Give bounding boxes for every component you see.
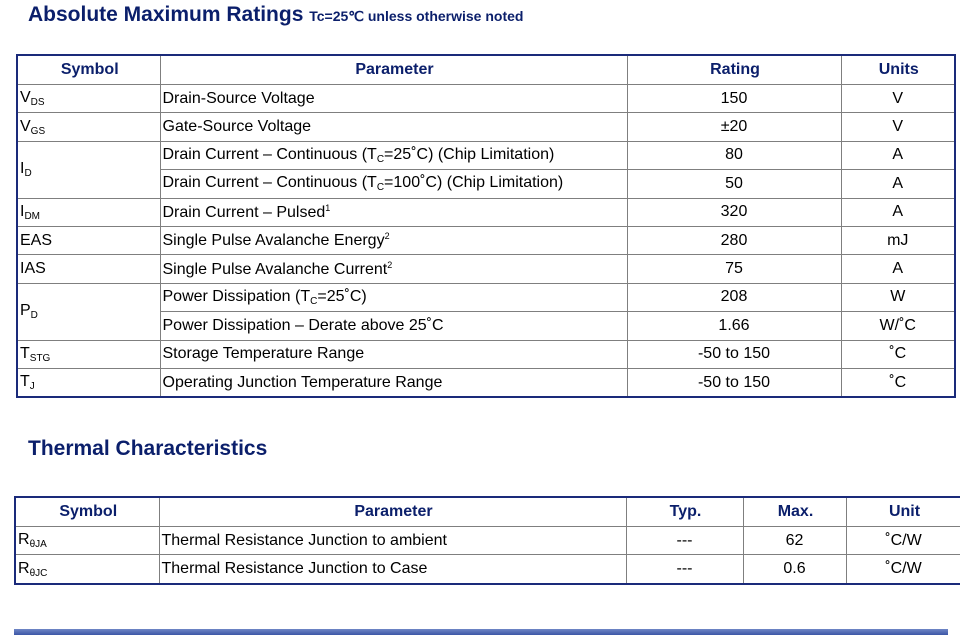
unit-cell: A — [841, 255, 955, 283]
symbol-cell: $V_{GS}$ — [17, 113, 160, 141]
rating-cell: ±20 — [627, 113, 841, 141]
thermal-characteristics-table — [14, 496, 960, 585]
col-header-parameter: Parameter — [159, 497, 626, 527]
symbol-cell: IAS — [17, 255, 160, 283]
rating-cell: 1.66 — [627, 312, 841, 340]
max-cell: 62 — [743, 527, 846, 555]
table-header-row — [17, 55, 955, 85]
abs-max-ratings-title — [28, 3, 523, 27]
parameter-cell: Storage Temperature Range — [160, 340, 627, 368]
col-header-typ: Typ. — [626, 497, 743, 527]
unit-cell: mJ — [841, 226, 955, 254]
symbol-cell: $I_{DM}$ — [17, 198, 160, 226]
symbol-cell: $P_D$ — [17, 283, 160, 340]
table-row — [15, 527, 960, 555]
table-row — [17, 368, 955, 397]
parameter-cell: Single Pulse Avalanche Energy$^2$ — [160, 226, 627, 254]
unit-cell: ˚C/W — [846, 555, 960, 584]
rating-cell: 208 — [627, 283, 841, 311]
col-header-parameter: Parameter — [160, 55, 627, 85]
unit-cell: ˚C/W — [846, 527, 960, 555]
parameter-cell: Power Dissipation – Derate above 25˚C — [160, 312, 627, 340]
symbol-cell: $V_{DS}$ — [17, 85, 160, 113]
unit-cell: V — [841, 113, 955, 141]
unit-cell: ˚C — [841, 368, 955, 397]
table-row — [15, 555, 960, 584]
parameter-cell: Drain Current – Continuous $(T_C=25˚C)$ (Chip Limitation) — [160, 141, 627, 169]
table-row — [17, 85, 955, 113]
parameter-cell: Drain-Source Voltage — [160, 85, 627, 113]
parameter-cell: Drain Current – Pulsed$^1$ — [160, 198, 627, 226]
rating-cell: -50 to 150 — [627, 340, 841, 368]
table-row — [17, 198, 955, 226]
abs-max-ratings-heading: Absolute Maximum Ratings — [28, 3, 304, 26]
rating-cell: 50 — [627, 170, 841, 198]
parameter-cell: Drain Current – Continuous $(T_C=100˚C)$ (Chip Limitation) — [160, 170, 627, 198]
table-row — [17, 113, 955, 141]
parameter-cell: Single Pulse Avalanche Current$^2$ — [160, 255, 627, 283]
col-header-rating: Rating — [627, 55, 841, 85]
unit-cell: W/˚C — [841, 312, 955, 340]
rating-cell: 80 — [627, 141, 841, 169]
col-header-symbol: Symbol — [17, 55, 160, 85]
col-header-symbol: Symbol — [15, 497, 159, 527]
symbol-cell: $T_J$ — [17, 368, 160, 397]
symbol-cell: $I_D$ — [17, 141, 160, 198]
symbol-cell: $R_{\theta JA}$ — [15, 527, 159, 555]
table-row — [17, 226, 955, 254]
col-header-unit: Unit — [846, 497, 960, 527]
unit-cell: ˚C — [841, 340, 955, 368]
abs-max-ratings-note: Tc=25℃ unless otherwise noted — [309, 8, 524, 24]
rating-cell: 320 — [627, 198, 841, 226]
unit-cell: A — [841, 170, 955, 198]
parameter-cell: Power Dissipation $(T_C=25˚C)$ — [160, 283, 627, 311]
max-cell: 0.6 — [743, 555, 846, 584]
table-row — [17, 141, 955, 169]
unit-cell: A — [841, 141, 955, 169]
rating-cell: 280 — [627, 226, 841, 254]
typ-cell: --- — [626, 555, 743, 584]
symbol-cell: EAS — [17, 226, 160, 254]
unit-cell: W — [841, 283, 955, 311]
col-header-max: Max. — [743, 497, 846, 527]
parameter-cell: Thermal Resistance Junction to Case — [159, 555, 626, 584]
table-row — [17, 283, 955, 311]
col-header-units: Units — [841, 55, 955, 85]
table-row — [17, 340, 955, 368]
rating-cell: 75 — [627, 255, 841, 283]
thermal-characteristics-title: Thermal Characteristics — [28, 437, 268, 460]
table-header-row — [15, 497, 960, 527]
rating-cell: -50 to 150 — [627, 368, 841, 397]
symbol-cell: $T_{STG}$ — [17, 340, 160, 368]
table-row — [17, 255, 955, 283]
unit-cell: V — [841, 85, 955, 113]
typ-cell: --- — [626, 527, 743, 555]
abs-max-ratings-table — [16, 54, 956, 398]
parameter-cell: Thermal Resistance Junction to ambient — [159, 527, 626, 555]
symbol-cell: $R_{\theta JC}$ — [15, 555, 159, 584]
rating-cell: 150 — [627, 85, 841, 113]
unit-cell: A — [841, 198, 955, 226]
parameter-cell: Gate-Source Voltage — [160, 113, 627, 141]
parameter-cell: Operating Junction Temperature Range — [160, 368, 627, 397]
footer-divider-bar — [14, 629, 948, 635]
